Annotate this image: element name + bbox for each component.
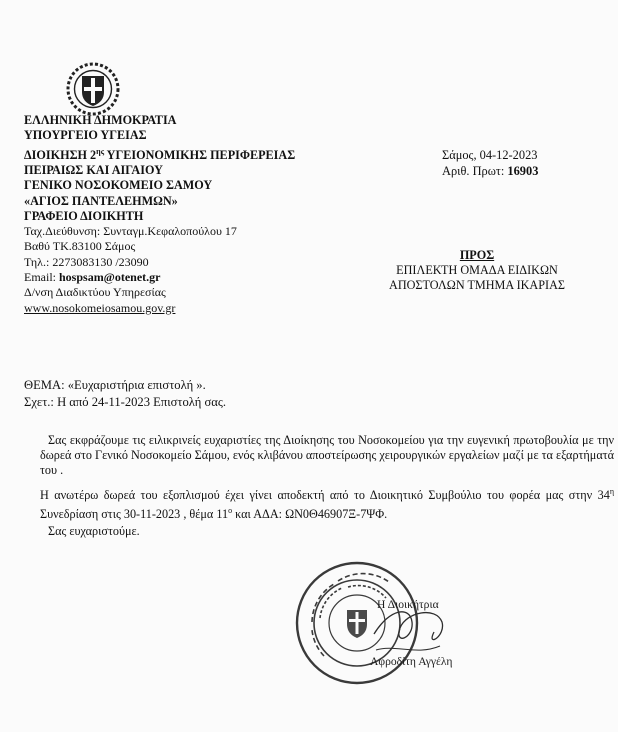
recipient-block xyxy=(352,248,602,293)
signature-name: Αφροδίτη Αγγέλη xyxy=(370,655,453,668)
header-country: ΕΛΛΗΝΙΚΗ ΔΗΜΟΚΡΑΤΙΑ xyxy=(24,113,177,127)
header-address: Ταχ.Διεύθυνση: Συνταγμ.Κεφαλοπούλου 17 xyxy=(24,224,237,239)
header-hospital-name: «ΑΓΙΟΣ ΠΑΝΤΕΛΕΗΜΩΝ» xyxy=(24,193,178,208)
greek-emblem-icon xyxy=(66,62,120,116)
protocol-number: Αριθ. Πρωτ: 16903 xyxy=(442,163,539,178)
sender-header xyxy=(24,113,384,316)
header-ministry: ΥΠΟΥΡΓΕΙΟ ΥΓΕΙΑΣ xyxy=(24,128,147,143)
header-email: Email: hospsam@otenet.gr xyxy=(24,270,161,285)
subject-theme: ΘΕΜΑ: «Ευχαριστήρια επιστολή ». xyxy=(24,378,206,392)
signature-title: Η Διοικήτρια xyxy=(377,598,439,611)
header-phone: Τηλ.: 2273083130 /23090 xyxy=(24,254,149,269)
body-paragraph-2: Η ανωτέρω δωρεά του εξοπλισμού έχει γίνει αποδεκτή από το Διοικητικό Συμβούλιο του φορέα μας στην $34^\eta$ Συνεδρίαση στις 30-11-2023 , θέμα $11^o$ και ΑΔΑ: ΩΝ0Θ46907Ξ-7ΨΦ. xyxy=(40,487,614,522)
subject-block xyxy=(24,377,226,411)
letter-date: Σάμος, 04-12-2023 xyxy=(442,148,538,162)
body-paragraph-3: Σας ευχαριστούμε. xyxy=(48,524,140,539)
recipient-line-1: ΕΠΙΛΕΚΤΗ ΟΜΑΔΑ ΕΙΔΙΚΩΝ xyxy=(396,263,558,277)
header-hospital: ΓΕΝΙΚΟ ΝΟΣΟΚΟΜΕΙΟ ΣΑΜΟΥ xyxy=(24,178,213,193)
header-office: ΓΡΑΦΕΙΟ ΔΙΟΙΚΗΤΗ xyxy=(24,208,144,223)
header-region-2: ΠΕΙΡΑΙΩΣ ΚΑΙ ΑΙΓΑΙΟΥ xyxy=(24,162,163,177)
recipient-label: ΠΡΟΣ xyxy=(459,248,495,262)
body-paragraph-1: Σας εκφράζουμε τις ειλικρινείς ευχαριστίες της Διοίκησης του Νοσοκομείου για την ευγενική πρωτοβουλία με την δωρεά στο Γενικό Νοσοκομείο Σάμου, ενός κλιβάνου αποστείρωσης χειρουργικών εργαλείων μαζί με τα εξαρτήματά του . xyxy=(40,433,614,477)
subject-reference: Σχετ.: Η από 24-11-2023 Επιστολή σας. xyxy=(24,395,226,409)
letter-body xyxy=(40,433,614,539)
date-block xyxy=(442,148,538,179)
header-city: Βαθύ ΤΚ.83100 Σάμος xyxy=(24,239,136,254)
header-region: ΔΙΟΙΚΗΣΗ $2^{\eta\varsigma}$ ΥΓΕΙΟΝΟΜΙΚΗΣ ΠΕΡΙΦΕΡΕΙΑΣ xyxy=(24,146,296,162)
email-link[interactable]: hospsam@otenet.gr xyxy=(59,270,161,285)
website-link[interactable]: www.nosokomeiosamou.gov.gr xyxy=(24,300,176,315)
header-dept: Δ/νση Διαδικτύου Υπηρεσίας xyxy=(24,285,166,300)
recipient-line-2: ΑΠΟΣΤΟΛΩΝ ΤΜΗΜΑ ΙΚΑΡΙΑΣ xyxy=(389,278,565,292)
